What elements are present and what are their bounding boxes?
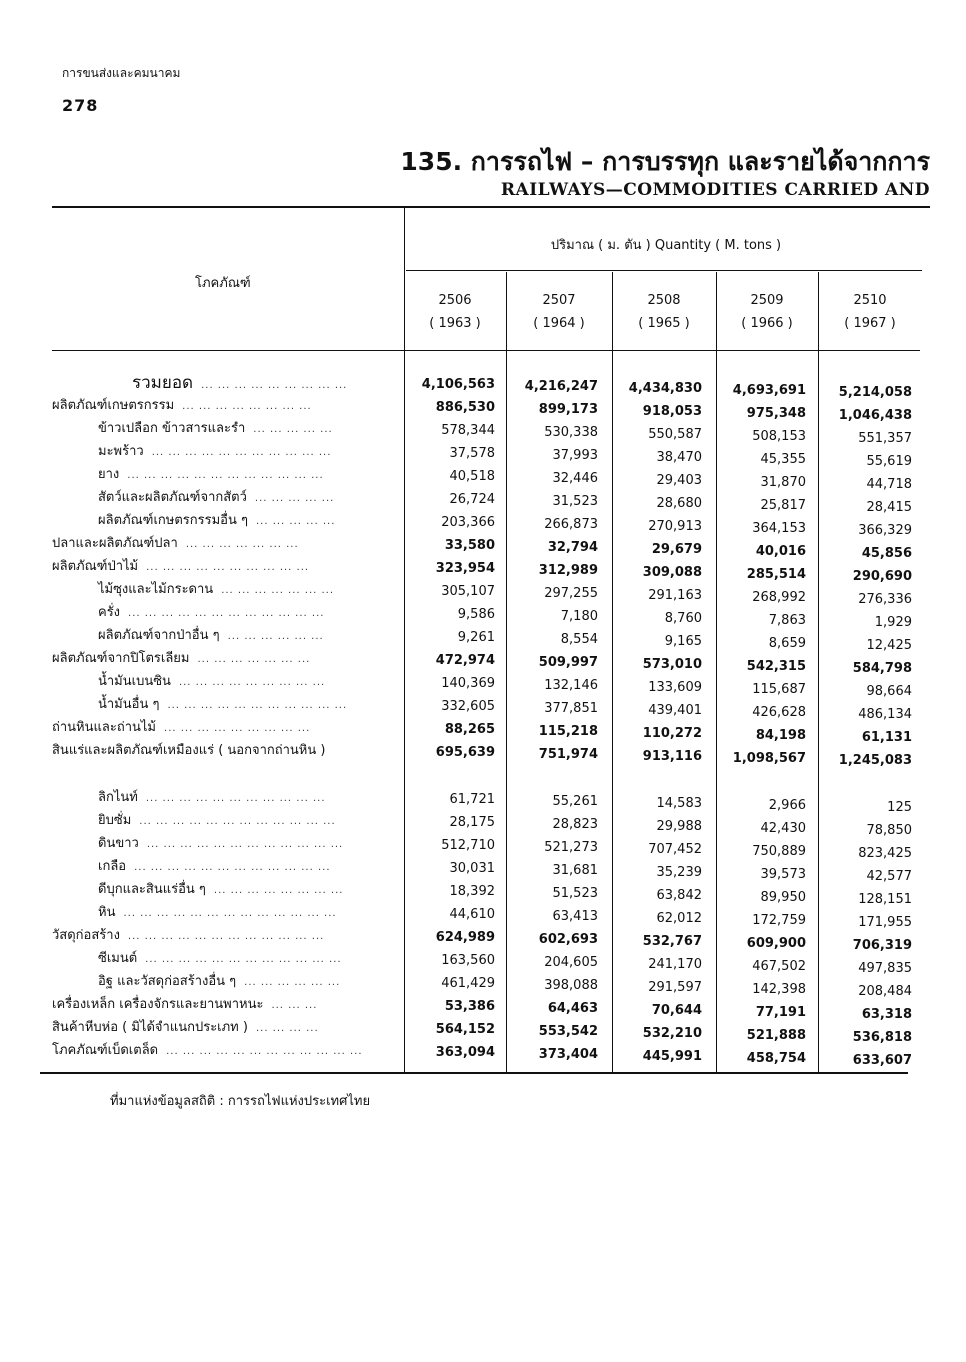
table-cell: 142,398 — [752, 982, 806, 997]
table-cell: 29,679 — [651, 542, 702, 557]
table-cell: 55,619 — [866, 454, 912, 469]
table-cell: 7,180 — [560, 609, 598, 624]
group-header-underline — [406, 270, 922, 271]
table-row-label — [98, 833, 343, 855]
table-cell: 509,997 — [538, 655, 598, 670]
row-label-text: ผลิตภัณฑ์จากปิโตรเลียม — [52, 651, 190, 666]
table-cell: 1,098,567 — [732, 751, 806, 766]
table-row-label — [98, 671, 325, 693]
table-title-english: RAILWAYS—COMMODITIES CARRIED AND — [500, 180, 930, 200]
table-cell: 8,760 — [664, 611, 702, 626]
row-label-text: สินค้าหีบห่อ ( มิได้จำแนกประเภท ) — [52, 1020, 248, 1035]
table-cell: 512,710 — [441, 838, 495, 853]
table-cell: 78,850 — [866, 823, 912, 838]
category-header: โภคภัณฑ์ — [195, 276, 251, 291]
table-cell: 70,644 — [651, 1003, 702, 1018]
table-cell: 266,873 — [544, 517, 598, 532]
table-cell: 33,580 — [444, 538, 495, 553]
table-cell: 624,989 — [435, 930, 495, 945]
table-cell: 285,514 — [746, 567, 806, 582]
leader-dots: ... ... ... ... ... ... — [244, 977, 341, 988]
table-cell: 61,721 — [449, 792, 495, 807]
table-cell: 98,664 — [866, 684, 912, 699]
table-row-label — [98, 441, 331, 463]
table-cell: 366,329 — [858, 523, 912, 538]
leader-dots: ... ... ... ... ... — [254, 493, 335, 504]
year-header-ce: ( 1964 ) — [533, 316, 585, 331]
table-cell: 5,214,058 — [838, 385, 912, 400]
table-cell: 38,470 — [656, 450, 702, 465]
table-cell: 550,587 — [648, 427, 702, 442]
table-row-label — [98, 879, 343, 901]
table-row-label — [52, 648, 310, 670]
row-label-text: เกลือ — [98, 859, 127, 874]
table-cell: 472,974 — [435, 653, 495, 668]
table-cell: 4,693,691 — [732, 383, 806, 398]
row-label-text: ยิบซั่ม — [98, 813, 132, 828]
section-header: การขนส่งและคมนาคม — [62, 66, 181, 80]
table-cell: 14,583 — [656, 796, 702, 811]
source-footnote: ที่มาแห่งข้อมูลสถิติ : การรถไฟแห่งประเทศไทย — [110, 1094, 371, 1109]
table-cell: 1,046,438 — [838, 408, 912, 423]
table-cell: 42,430 — [760, 821, 806, 836]
table-cell: 77,191 — [755, 1005, 806, 1020]
row-label-text: ครั่ง — [98, 605, 121, 620]
table-row-label — [98, 948, 342, 970]
table-cell: 268,992 — [752, 590, 806, 605]
table-cell: 62,012 — [656, 911, 702, 926]
table-cell: 26,724 — [449, 492, 495, 507]
leader-dots: ... ... ... ... ... ... ... ... — [213, 885, 344, 896]
table-cell: 39,573 — [760, 867, 806, 882]
table-cell: 497,835 — [858, 961, 912, 976]
table-cell: 377,851 — [544, 701, 598, 716]
table-cell: 609,900 — [746, 936, 806, 951]
table-cell: 53,386 — [444, 999, 495, 1014]
bottom-rule — [40, 1072, 908, 1074]
table-cell: 40,518 — [449, 469, 495, 484]
table-cell: 426,628 — [752, 705, 806, 720]
table-cell: 532,767 — [642, 934, 702, 949]
table-row-label — [98, 579, 334, 601]
row-label-text: ผลิตภัณฑ์ป่าไม้ — [52, 559, 139, 574]
table-cell: 551,357 — [858, 431, 912, 446]
table-cell: 84,198 — [755, 728, 806, 743]
table-row-label — [98, 694, 347, 716]
leader-dots: ... ... ... ... ... ... ... ... ... ... ... — [167, 700, 348, 711]
table-cell: 172,759 — [752, 913, 806, 928]
table-cell: 521,273 — [544, 840, 598, 855]
leader-dots: ... ... ... ... ... ... ... ... ... ... ... ... — [127, 931, 325, 942]
table-cell: 29,988 — [656, 819, 702, 834]
table-row-label — [98, 902, 337, 924]
table-row-label — [52, 925, 324, 947]
leader-dots: ... ... ... ... ... — [253, 424, 333, 435]
table-cell: 486,134 — [858, 707, 912, 722]
table-cell: 40,016 — [755, 544, 806, 559]
table-row-label — [98, 856, 331, 878]
table-cell: 578,344 — [441, 423, 495, 438]
year-header-be: 2510 — [853, 293, 887, 308]
row-label-text: ยาง — [98, 467, 120, 482]
table-row-label — [52, 740, 333, 762]
table-cell: 28,415 — [866, 500, 912, 515]
table-cell: 12,425 — [866, 638, 912, 653]
leader-dots: ... ... ... ... ... ... ... — [185, 539, 299, 550]
table-cell: 602,693 — [538, 932, 598, 947]
row-label-text: ผลิตภัณฑ์เกษตรกรรม — [52, 398, 175, 413]
table-row-label — [52, 1040, 363, 1062]
row-label-text: ผลิตภัณฑ์เกษตรกรรมอื่น ๆ — [98, 513, 248, 528]
table-row-label — [98, 418, 333, 440]
row-label-text: สัตว์และผลิตภัณฑ์จากสัตว์ — [98, 490, 247, 505]
table-cell: 115,218 — [538, 724, 598, 739]
table-cell: 133,609 — [648, 680, 702, 695]
table-cell: 751,974 — [538, 747, 598, 762]
table-cell: 750,889 — [752, 844, 806, 859]
table-cell: 823,425 — [858, 846, 912, 861]
table-cell: 44,610 — [449, 907, 495, 922]
table-cell: 4,434,830 — [628, 381, 702, 396]
table-cell: 125 — [887, 800, 912, 815]
year-header-ce: ( 1963 ) — [429, 316, 481, 331]
table-cell: 270,913 — [648, 519, 702, 534]
table-cell: 203,366 — [441, 515, 495, 530]
leader-dots: ... ... ... ... ... ... ... ... ... ... ... ... — [127, 470, 324, 481]
row-label-text: อิฐ และวัสดุก่อสร้างอื่น ๆ — [98, 974, 237, 989]
table-cell: 37,578 — [449, 446, 495, 461]
table-cell: 32,794 — [547, 540, 598, 555]
table-row-label — [98, 625, 324, 647]
table-row-label — [52, 395, 312, 417]
table-cell: 521,888 — [746, 1028, 806, 1043]
leader-dots: ... ... ... ... ... ... ... ... ... ... ... ... — [146, 839, 344, 850]
leader-dots: ... ... ... ... ... ... ... ... ... ... ... — [145, 793, 326, 804]
table-cell: 364,153 — [752, 521, 806, 536]
table-title-thai: 135. การรถไฟ – การบรรทุก และรายได้จากการ — [400, 147, 930, 176]
table-cell: 28,823 — [552, 817, 598, 832]
table-cell: 128,151 — [858, 892, 912, 907]
table-cell: 373,404 — [538, 1047, 598, 1062]
table-cell: 899,173 — [538, 402, 598, 417]
row-label-text: ดินขาว — [98, 836, 139, 851]
leader-dots: ... ... ... ... ... ... ... ... ... ... ... ... ... — [123, 908, 337, 919]
table-row-label — [52, 994, 317, 1016]
table-row-label — [132, 372, 347, 394]
year-header-ce: ( 1965 ) — [638, 316, 690, 331]
row-label-text: สินแร่และผลิตภัณฑ์เหมืองแร่ ( นอกจากถ่านหิน ) — [52, 743, 326, 758]
table-cell: 61,131 — [861, 730, 912, 745]
table-cell: 88,265 — [444, 722, 495, 737]
row-label-text: ปลาและผลิตภัณฑ์ปลา — [52, 536, 178, 551]
table-cell: 45,856 — [861, 546, 912, 561]
table-cell: 64,463 — [547, 1001, 598, 1016]
table-cell: 1,245,083 — [838, 753, 912, 768]
table-cell: 323,954 — [435, 561, 495, 576]
table-cell: 30,031 — [449, 861, 495, 876]
leader-dots: ... ... ... ... ... ... ... ... ... — [164, 723, 311, 734]
row-label-text: น้ำมันเบนซิน — [98, 674, 171, 689]
table-row-label — [98, 464, 324, 486]
table-cell: 28,175 — [449, 815, 495, 830]
table-row-label — [52, 556, 309, 578]
year-header-be: 2508 — [647, 293, 681, 308]
table-cell: 363,094 — [435, 1045, 495, 1060]
leader-dots: ... ... ... ... ... ... ... ... ... ... ... ... — [128, 608, 325, 619]
row-label-text: น้ำมันอื่น ๆ — [98, 697, 160, 712]
table-cell: 37,993 — [552, 448, 598, 463]
table-cell: 110,272 — [642, 726, 702, 741]
table-cell: 4,106,563 — [421, 377, 495, 392]
leader-dots: ... ... ... ... ... ... ... ... ... ... ... ... — [139, 816, 336, 827]
table-cell: 42,577 — [866, 869, 912, 884]
table-cell: 573,010 — [642, 657, 702, 672]
table-cell: 44,718 — [866, 477, 912, 492]
table-cell: 309,088 — [642, 565, 702, 580]
year-header-ce: ( 1967 ) — [844, 316, 896, 331]
leader-dots: ... ... ... ... — [255, 1023, 319, 1034]
leader-dots: ... ... ... ... ... ... ... ... ... ... ... ... — [166, 1046, 363, 1057]
header-bottom-rule — [52, 350, 920, 351]
table-cell: 584,798 — [852, 661, 912, 676]
table-cell: 32,446 — [552, 471, 598, 486]
leader-dots: ... ... ... ... ... ... — [227, 631, 324, 642]
year-header-be: 2507 — [542, 293, 576, 308]
table-cell: 241,170 — [648, 957, 702, 972]
quantity-group-header: ปริมาณ ( ม. ตัน ) Quantity ( M. tons ) — [550, 238, 782, 253]
table-cell: 31,681 — [552, 863, 598, 878]
table-cell: 508,153 — [752, 429, 806, 444]
table-cell: 542,315 — [746, 659, 806, 674]
row-label-text: มะพร้าว — [98, 444, 144, 459]
table-cell: 291,163 — [648, 588, 702, 603]
row-label-text: ดีบุกและสินแร่อื่น ๆ — [98, 882, 206, 897]
table-cell: 398,088 — [544, 978, 598, 993]
table-row-label — [98, 971, 340, 993]
table-cell: 9,165 — [664, 634, 702, 649]
row-label-text: โภคภัณฑ์เบ็ดเตล็ด — [52, 1043, 159, 1058]
leader-dots: ... ... ... ... ... ... ... ... — [182, 401, 312, 412]
row-label-text: ผลิตภัณฑ์จากป่าอื่น ๆ — [98, 628, 220, 643]
table-cell: 297,255 — [544, 586, 598, 601]
table-cell: 332,605 — [441, 699, 495, 714]
table-row-label — [52, 1017, 319, 1039]
table-cell: 204,605 — [544, 955, 598, 970]
leader-dots: ... ... ... ... ... ... ... ... ... ... — [146, 562, 310, 573]
table-cell: 63,413 — [552, 909, 598, 924]
table-cell: 9,261 — [457, 630, 495, 645]
leader-dots: ... ... ... ... ... ... ... ... ... — [201, 380, 348, 391]
table-cell: 208,484 — [858, 984, 912, 999]
leader-dots: ... ... ... ... ... ... ... ... ... ... ... — [151, 447, 332, 458]
table-row-label — [98, 810, 336, 832]
table-cell: 530,338 — [544, 425, 598, 440]
table-cell: 28,680 — [656, 496, 702, 511]
leader-dots: ... ... ... ... ... ... ... — [221, 585, 335, 596]
table-cell: 532,210 — [642, 1026, 702, 1041]
table-row-label — [98, 602, 324, 624]
table-cell: 305,107 — [441, 584, 495, 599]
row-label-text: ไม้ซุงและไม้กระดาน — [98, 582, 214, 597]
table-cell: 140,369 — [441, 676, 495, 691]
table-cell: 467,502 — [752, 959, 806, 974]
table-row-label — [52, 717, 310, 739]
table-row-label — [98, 487, 334, 509]
table-cell: 8,659 — [768, 636, 806, 651]
table-cell: 975,348 — [746, 406, 806, 421]
table-cell: 63,842 — [656, 888, 702, 903]
table-row-label — [98, 787, 326, 809]
leader-dots: ... ... ... ... ... ... ... ... ... ... ... ... — [145, 954, 342, 965]
table-cell: 115,687 — [752, 682, 806, 697]
table-cell: 55,261 — [552, 794, 598, 809]
table-cell: 707,452 — [648, 842, 702, 857]
year-header-be: 2509 — [750, 293, 784, 308]
table-cell: 7,863 — [768, 613, 806, 628]
table-cell: 439,401 — [648, 703, 702, 718]
table-cell: 63,318 — [861, 1007, 912, 1022]
leader-dots: ... ... ... ... ... ... ... — [197, 654, 311, 665]
table-cell: 31,870 — [760, 475, 806, 490]
table-cell: 564,152 — [435, 1022, 495, 1037]
row-label-text: ถ่านหินและถ่านไม้ — [52, 720, 157, 735]
table-cell: 695,639 — [435, 745, 495, 760]
table-cell: 31,523 — [552, 494, 598, 509]
table-cell: 291,597 — [648, 980, 702, 995]
table-cell: 633,607 — [852, 1053, 912, 1068]
table-cell: 132,146 — [544, 678, 598, 693]
page-number: 278 — [62, 96, 99, 115]
year-header-ce: ( 1966 ) — [741, 316, 793, 331]
table-cell: 18,392 — [449, 884, 495, 899]
row-label-text: ซีเมนต์ — [98, 951, 138, 966]
table-cell: 89,950 — [760, 890, 806, 905]
table-cell: 163,560 — [441, 953, 495, 968]
year-header-be: 2506 — [438, 293, 472, 308]
table-cell: 171,955 — [858, 915, 912, 930]
row-label-text: เครื่องเหล็ก เครื่องจักรและยานพาหนะ — [52, 997, 264, 1012]
leader-dots: ... ... ... — [271, 1000, 318, 1011]
leader-dots: ... ... ... ... ... ... ... ... ... — [178, 677, 326, 688]
table-cell: 1,929 — [874, 615, 912, 630]
table-cell: 553,542 — [538, 1024, 598, 1039]
row-label-text: หิน — [98, 905, 116, 920]
table-cell: 45,355 — [760, 452, 806, 467]
table-cell: 886,530 — [435, 400, 495, 415]
table-cell: 312,989 — [538, 563, 598, 578]
table-cell: 2,966 — [768, 798, 806, 813]
table-cell: 536,818 — [852, 1030, 912, 1045]
table-cell: 276,336 — [858, 592, 912, 607]
table-cell: 8,554 — [560, 632, 598, 647]
table-cell: 4,216,247 — [524, 379, 598, 394]
table-cell: 290,690 — [852, 569, 912, 584]
row-label-text: ลิกไนท์ — [98, 790, 138, 805]
row-label-text: วัสดุก่อสร้าง — [52, 928, 120, 943]
table-cell: 25,817 — [760, 498, 806, 513]
table-cell: 458,754 — [746, 1051, 806, 1066]
table-cell: 9,586 — [457, 607, 495, 622]
table-cell: 35,239 — [656, 865, 702, 880]
table-cell: 706,319 — [852, 938, 912, 953]
table-cell: 29,403 — [656, 473, 702, 488]
table-row-label — [52, 533, 299, 555]
table-cell: 461,429 — [441, 976, 495, 991]
leader-dots: ... ... ... ... ... — [255, 516, 336, 527]
table-cell: 918,053 — [642, 404, 702, 419]
row-label-text: รวมยอด — [132, 373, 194, 393]
table-cell: 51,523 — [552, 886, 598, 901]
table-cell: 913,116 — [642, 749, 702, 764]
table-row-label — [98, 510, 335, 532]
leader-dots: ... ... ... ... ... ... ... ... ... ... ... ... — [134, 862, 331, 873]
row-label-text: ข้าวเปลือก ข้าวสารและรำ — [98, 421, 246, 436]
table-cell: 445,991 — [642, 1049, 702, 1064]
top-rule — [52, 206, 930, 208]
